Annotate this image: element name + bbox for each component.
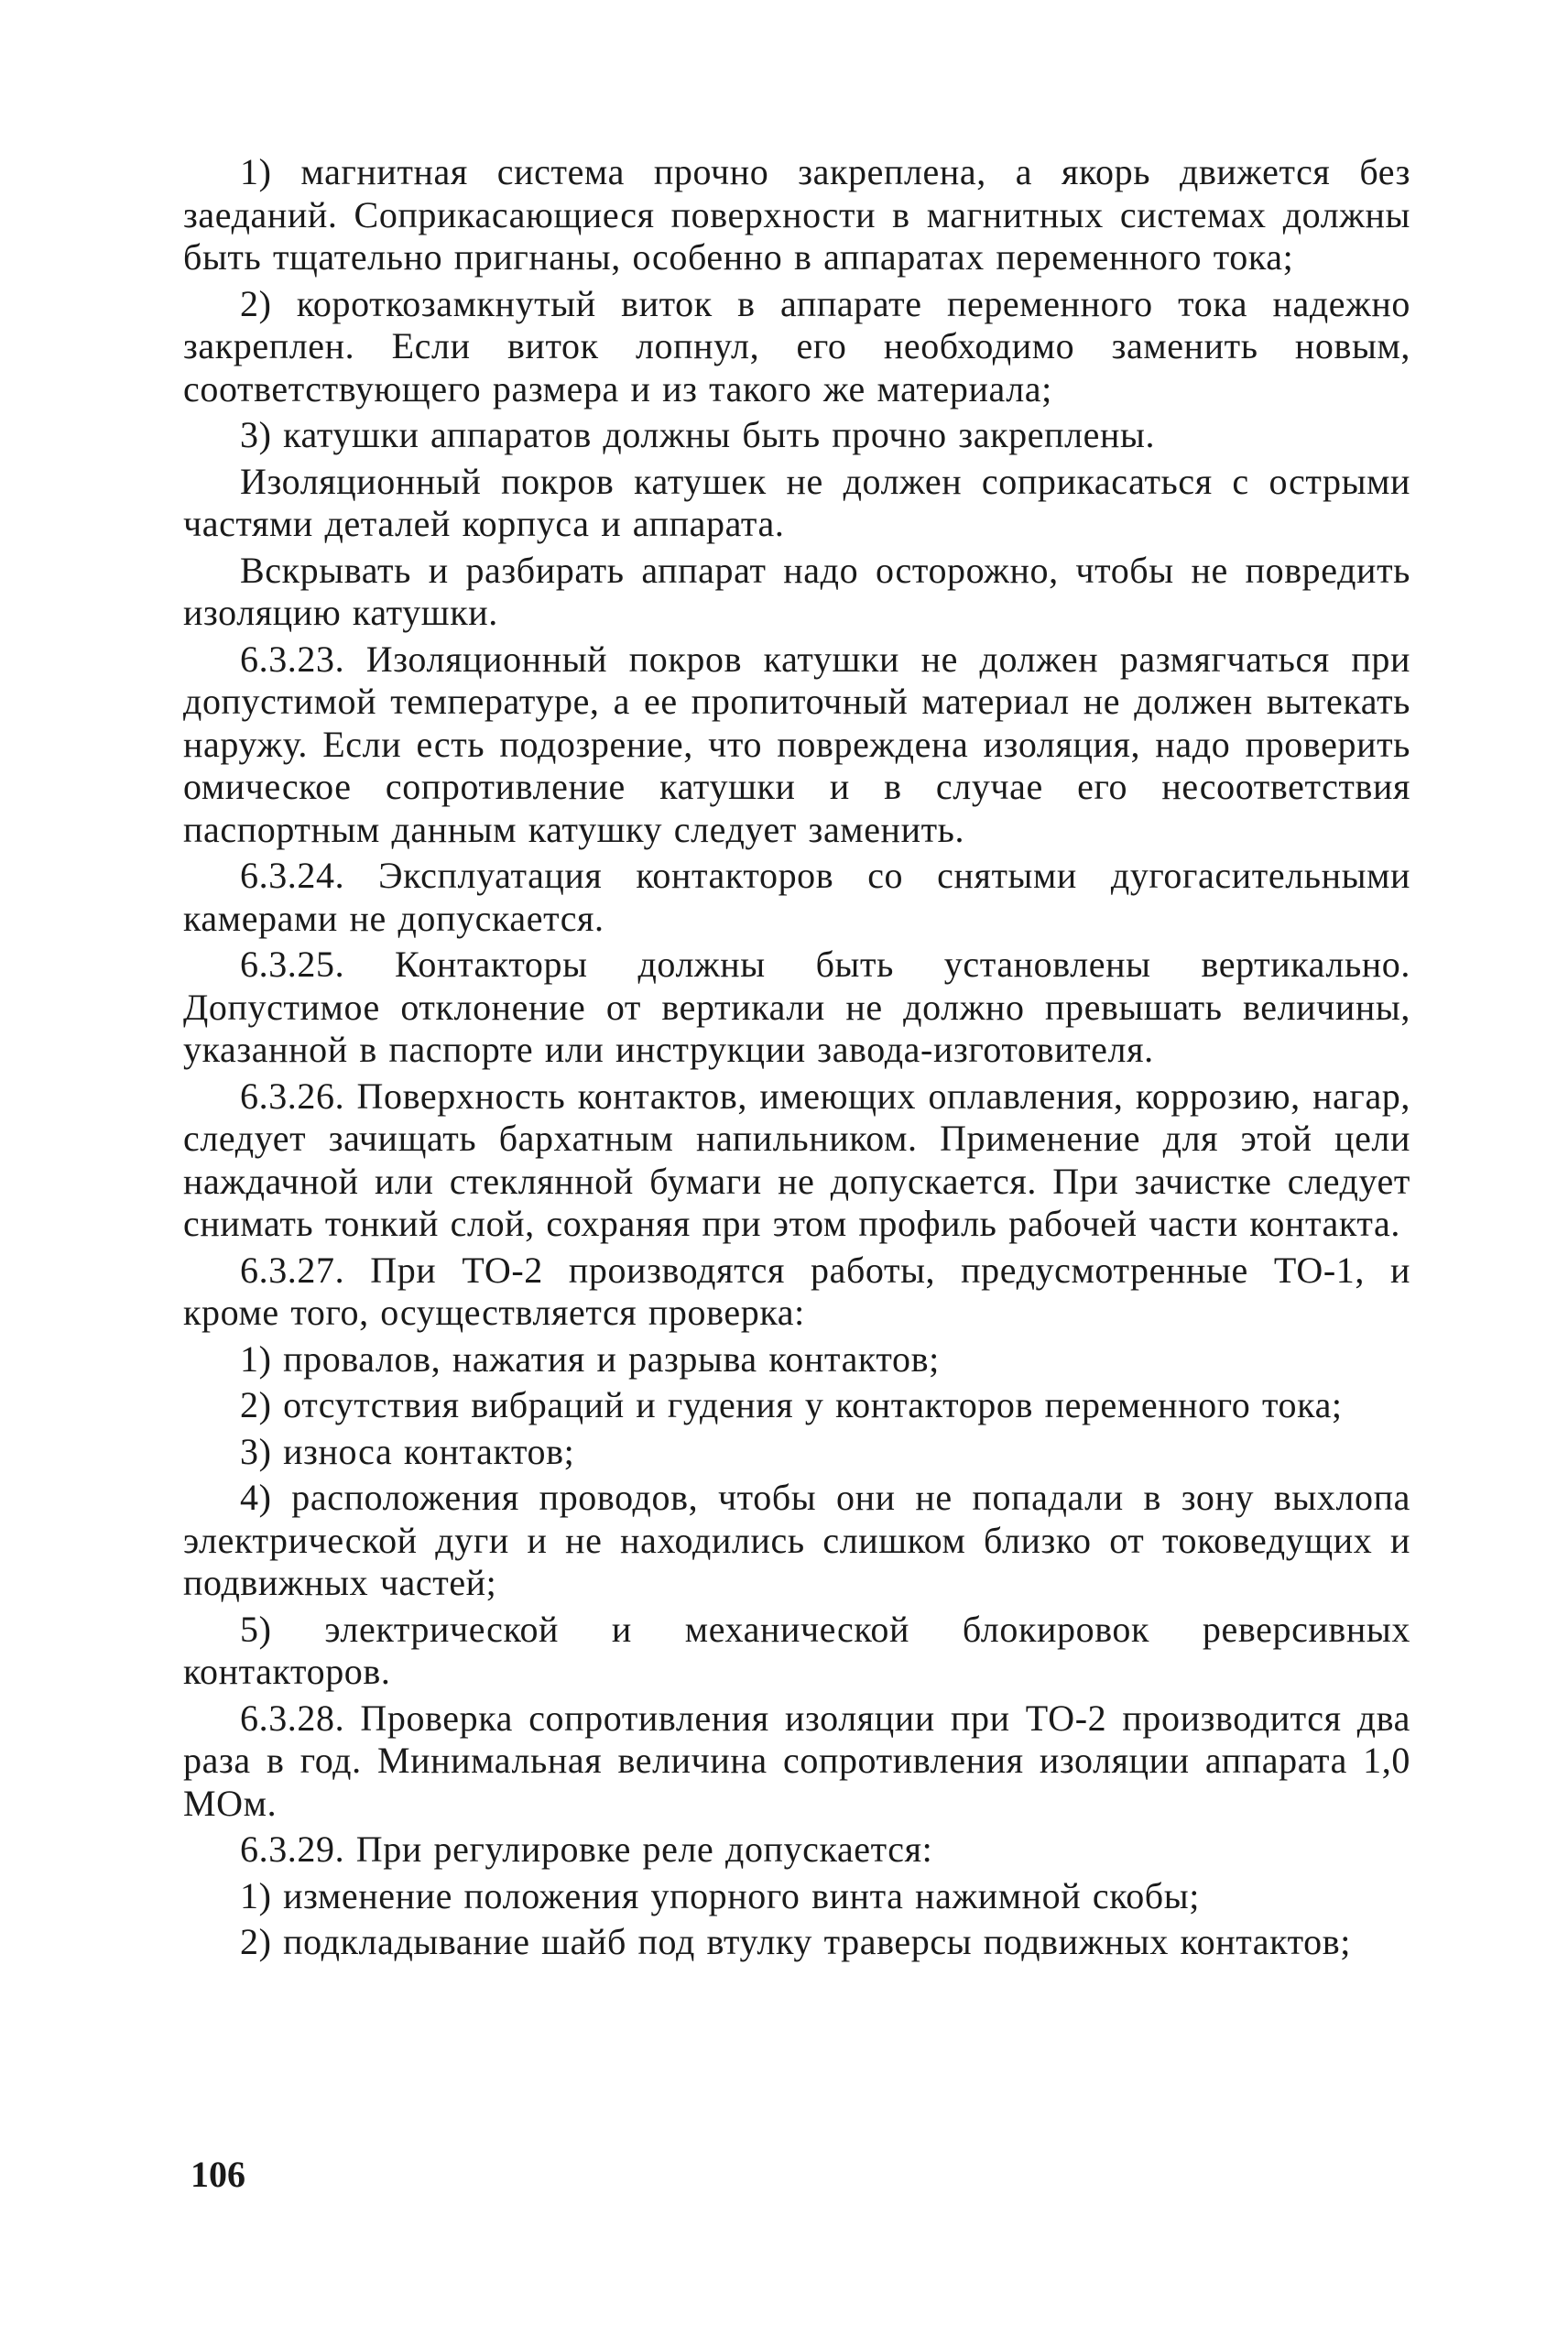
paragraph: 2) подкладывание шайб под втулку траверсы подвижных контактов;	[240, 1921, 1351, 1962]
document-page	[183, 151, 1410, 2258]
paragraph: 3) катушки аппаратов должны быть прочно закреплены.	[240, 414, 1156, 455]
paragraph: 5) электрической и механической блокировок реверсивных контакторов.	[183, 1608, 1410, 1692]
paragraph: 6.3.23. Изоляционный покров катушки не должен размягчаться при допустимой температуре, а ее пропиточный материал не должен вытекать наружу. Если есть подозрение, что повреждена изоляция, надо проверить омическое сопротивление катушки и в случае его несоответствия паспортным данным катушку следует заменить.	[183, 638, 1410, 850]
paragraph: 4) расположения проводов, чтобы они не попадали в зону выхлопа электрической дуги и не находились слишком близко от токоведущих и подвижных частей;	[183, 1477, 1410, 1603]
paragraph: 6.3.25. Контакторы должны быть установлены вертикально. Допустимое отклонение от вертикали не должно превышать величины, указанной в паспорте или инструкции завода-изготовителя.	[183, 944, 1410, 1070]
page-number: 106	[191, 2154, 245, 2195]
paragraph: Вскрывать и разбирать аппарат надо осторожно, чтобы не повредить изоляцию катушки.	[183, 549, 1410, 633]
paragraph: 6.3.29. При регулировке реле допускается:	[240, 1828, 933, 1870]
paragraph: Изоляционный покров катушек не должен соприкасаться с острыми частями деталей корпуса и аппарата.	[183, 460, 1410, 544]
paragraph: 1) провалов, нажатия и разрыва контактов;	[240, 1337, 940, 1380]
paragraph: 6.3.26. Поверхность контактов, имеющих оплавления, коррозию, нагар, следует зачищать бархатным напильником. Применение для этой цели наждачной или стеклянной бумаги не допускается. При зачистке следует снимать тонкий слой, сохраняя при этом профиль рабочей части контакта.	[183, 1075, 1410, 1244]
paragraph: 3) износа контактов;	[240, 1430, 575, 1472]
paragraph: 1) изменение положения упорного винта нажимной скобы;	[240, 1874, 1200, 1916]
paragraph: 2) короткозамкнутый виток в аппарате переменного тока надежно закреплен. Если виток лопнул, его необходимо заменить новым, соответствующего размера и из такого же материала;	[183, 282, 1410, 409]
paragraph: 2) отсутствия вибраций и гудения у контакторов переменного тока;	[240, 1384, 1343, 1425]
paragraph: 6.3.28. Проверка сопротивления изоляции при ТО-2 производится два раза в год. Минимальная величина сопротивления изоляции аппарата 1,0 МОм.	[183, 1697, 1410, 1824]
paragraph: 6.3.27. При ТО-2 производятся работы, предусмотренные ТО-1, и кроме того, осуществляется проверка:	[183, 1249, 1410, 1333]
paragraph: 6.3.24. Эксплуатация контакторов со снятыми дугогасительными камерами не допускается.	[183, 855, 1410, 939]
paragraph: 1) магнитная система прочно закреплена, а якорь движется без заеданий. Соприкасающиеся поверхности в магнитных системах должны быть тщательно пригнаны, особенно в аппаратах переменного тока;	[183, 151, 1410, 278]
